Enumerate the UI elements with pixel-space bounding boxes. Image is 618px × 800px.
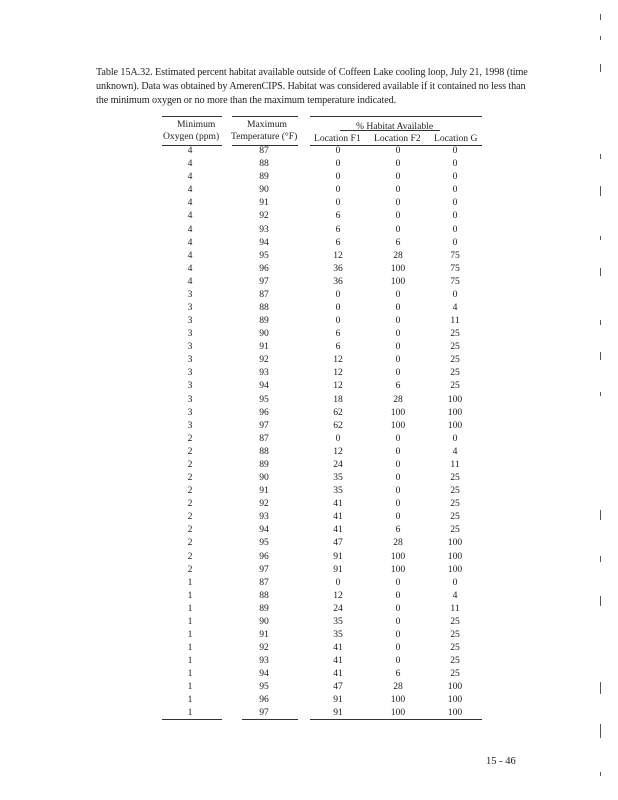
cell-location-f1: 36 bbox=[333, 262, 343, 274]
cell-min-oxygen: 3 bbox=[187, 315, 193, 326]
cell-max-temp: 88 bbox=[259, 445, 269, 457]
scan-edge-mark bbox=[600, 236, 601, 240]
cell-max-temp: 94 bbox=[259, 380, 269, 392]
cell-location-f2: 0 bbox=[395, 472, 401, 483]
cell-max-temp: 97 bbox=[259, 707, 269, 719]
table-bottom-rule-right bbox=[310, 719, 482, 720]
cell-location-g: 25 bbox=[450, 328, 460, 340]
cell-max-temp: 93 bbox=[259, 511, 269, 523]
scan-edge-mark bbox=[600, 724, 601, 738]
table-bottom-rule-left bbox=[162, 719, 222, 720]
cell-location-f2: 0 bbox=[395, 145, 401, 156]
cell-location-f1: 35 bbox=[333, 485, 343, 497]
cell-location-g: 25 bbox=[450, 354, 460, 366]
cell-location-f1: 6 bbox=[335, 328, 341, 340]
cell-location-f2: 0 bbox=[395, 171, 401, 183]
cell-location-f2: 0 bbox=[395, 328, 401, 340]
cell-location-g: 11 bbox=[450, 602, 460, 614]
header-top-rule-right bbox=[310, 116, 482, 117]
cell-location-f1: 12 bbox=[333, 249, 343, 261]
cell-location-f2: 28 bbox=[393, 681, 403, 693]
cell-max-temp: 89 bbox=[259, 171, 269, 183]
cell-location-f2: 0 bbox=[395, 341, 401, 353]
cell-min-oxygen: 3 bbox=[187, 302, 193, 313]
cell-location-g: 0 bbox=[452, 158, 458, 170]
cell-location-f2: 6 bbox=[395, 236, 401, 248]
cell-location-f1: 47 bbox=[333, 681, 343, 693]
cell-min-oxygen: 3 bbox=[187, 419, 193, 431]
cell-location-g: 100 bbox=[447, 681, 463, 693]
cell-min-oxygen: 3 bbox=[187, 341, 193, 353]
cell-location-f2: 100 bbox=[390, 694, 406, 706]
cell-min-oxygen: 4 bbox=[187, 262, 193, 274]
cell-max-temp: 97 bbox=[259, 275, 269, 287]
cell-location-f2: 0 bbox=[395, 445, 401, 457]
cell-min-oxygen: 3 bbox=[187, 393, 193, 405]
cell-max-temp: 89 bbox=[259, 458, 269, 470]
cell-location-g: 100 bbox=[447, 419, 463, 431]
cell-max-temp: 88 bbox=[259, 302, 269, 313]
cell-location-g: 4 bbox=[452, 589, 458, 601]
cell-location-f1: 0 bbox=[335, 288, 341, 300]
cell-max-temp: 91 bbox=[259, 629, 269, 640]
cell-max-temp: 91 bbox=[259, 485, 269, 497]
cell-location-f1: 62 bbox=[333, 419, 343, 431]
scan-edge-mark bbox=[600, 154, 601, 159]
cell-location-f2: 100 bbox=[390, 262, 406, 274]
cell-location-f2: 100 bbox=[390, 406, 406, 418]
cell-location-f2: 0 bbox=[395, 367, 401, 379]
cell-max-temp: 89 bbox=[259, 315, 269, 326]
cell-location-f1: 6 bbox=[335, 236, 341, 248]
header-location-g: Location G bbox=[434, 133, 478, 144]
cell-location-f1: 91 bbox=[333, 707, 343, 719]
cell-max-temp: 88 bbox=[259, 158, 269, 170]
cell-location-g: 100 bbox=[447, 537, 463, 549]
cell-max-temp: 87 bbox=[259, 145, 269, 156]
scan-edge-mark bbox=[600, 596, 601, 606]
page-number: 15 - 46 bbox=[486, 756, 516, 767]
cell-min-oxygen: 2 bbox=[187, 563, 193, 575]
cell-location-f2: 0 bbox=[395, 498, 401, 510]
cell-min-oxygen: 4 bbox=[187, 223, 193, 235]
cell-location-f1: 0 bbox=[335, 197, 341, 209]
cell-location-g: 25 bbox=[450, 341, 460, 353]
cell-min-oxygen: 3 bbox=[187, 354, 193, 366]
cell-location-f2: 0 bbox=[395, 158, 401, 170]
cell-location-f2: 6 bbox=[395, 524, 401, 536]
cell-location-f2: 0 bbox=[395, 629, 401, 640]
scan-edge-mark bbox=[600, 36, 601, 40]
cell-location-g: 25 bbox=[450, 524, 460, 536]
cell-max-temp: 90 bbox=[259, 184, 269, 196]
cell-location-f1: 41 bbox=[333, 668, 343, 680]
cell-location-f1: 91 bbox=[333, 694, 343, 706]
cell-location-g: 100 bbox=[447, 707, 463, 719]
header-top-rule-mid bbox=[232, 116, 298, 117]
cell-location-f2: 0 bbox=[395, 602, 401, 614]
cell-location-f2: 0 bbox=[395, 615, 401, 627]
cell-max-temp: 93 bbox=[259, 223, 269, 235]
cell-location-g: 100 bbox=[447, 694, 463, 706]
cell-min-oxygen: 2 bbox=[187, 511, 193, 523]
cell-min-oxygen: 1 bbox=[187, 615, 193, 627]
cell-location-f2: 0 bbox=[395, 485, 401, 497]
cell-location-f1: 12 bbox=[333, 445, 343, 457]
cell-location-f2: 0 bbox=[395, 589, 401, 601]
cell-location-g: 0 bbox=[452, 236, 458, 248]
cell-location-f1: 41 bbox=[333, 524, 343, 536]
cell-location-f2: 28 bbox=[393, 249, 403, 261]
cell-location-f2: 0 bbox=[395, 511, 401, 523]
cell-max-temp: 90 bbox=[259, 328, 269, 340]
cell-location-f2: 0 bbox=[395, 197, 401, 209]
cell-max-temp: 91 bbox=[259, 341, 269, 353]
cell-location-f1: 24 bbox=[333, 458, 343, 470]
header-max-temp-line1: Maximum bbox=[247, 119, 287, 130]
cell-max-temp: 92 bbox=[259, 498, 269, 510]
cell-location-f2: 0 bbox=[395, 576, 401, 588]
cell-location-f1: 35 bbox=[333, 629, 343, 640]
cell-max-temp: 95 bbox=[259, 681, 269, 693]
cell-location-g: 0 bbox=[452, 223, 458, 235]
cell-location-f1: 12 bbox=[333, 380, 343, 392]
scan-edge-mark bbox=[600, 392, 601, 396]
cell-location-g: 4 bbox=[452, 445, 458, 457]
cell-location-f1: 0 bbox=[335, 302, 341, 313]
cell-min-oxygen: 2 bbox=[187, 472, 193, 483]
cell-max-temp: 89 bbox=[259, 602, 269, 614]
cell-max-temp: 93 bbox=[259, 655, 269, 667]
cell-location-f1: 41 bbox=[333, 642, 343, 653]
cell-max-temp: 92 bbox=[259, 642, 269, 653]
cell-location-f1: 62 bbox=[333, 406, 343, 418]
cell-min-oxygen: 2 bbox=[187, 537, 193, 549]
cell-min-oxygen: 4 bbox=[187, 210, 193, 222]
cell-location-f2: 0 bbox=[395, 223, 401, 235]
cell-location-g: 0 bbox=[452, 171, 458, 183]
scan-edge-mark bbox=[600, 186, 601, 196]
cell-min-oxygen: 2 bbox=[187, 458, 193, 470]
cell-location-f1: 0 bbox=[335, 576, 341, 588]
cell-location-f1: 41 bbox=[333, 511, 343, 523]
cell-location-f1: 12 bbox=[333, 589, 343, 601]
cell-min-oxygen: 1 bbox=[187, 576, 193, 588]
cell-location-g: 75 bbox=[450, 249, 460, 261]
cell-location-g: 25 bbox=[450, 472, 460, 483]
cell-location-f2: 6 bbox=[395, 380, 401, 392]
cell-min-oxygen: 1 bbox=[187, 694, 193, 706]
table-caption: Table 15A.32. Estimated percent habitat available outside of Coffeen Lake cooling loop, July 21, 1998 (time unknown). Data was obtained by AmerenCIPS. Habitat was considered available if it contained no less than the minimum oxygen or no more than the maximum temperature indicated. bbox=[96, 67, 528, 107]
cell-location-f1: 41 bbox=[333, 498, 343, 510]
cell-location-f2: 0 bbox=[395, 184, 401, 196]
cell-min-oxygen: 4 bbox=[187, 275, 193, 287]
cell-min-oxygen: 1 bbox=[187, 668, 193, 680]
scan-edge-mark bbox=[600, 556, 601, 562]
cell-min-oxygen: 2 bbox=[187, 498, 193, 510]
header-min-oxygen-line2: Oxygen (ppm) bbox=[163, 131, 220, 142]
header-max-temp-line2: Temperature (°F) bbox=[231, 131, 298, 142]
cell-location-f1: 91 bbox=[333, 563, 343, 575]
cell-max-temp: 87 bbox=[259, 288, 269, 300]
cell-min-oxygen: 2 bbox=[187, 485, 193, 497]
table-bottom-rule-mid bbox=[242, 719, 298, 720]
cell-location-f2: 100 bbox=[390, 563, 406, 575]
scan-edge-mark bbox=[600, 320, 601, 325]
cell-max-temp: 94 bbox=[259, 236, 269, 248]
header-location-f2: Location F2 bbox=[374, 133, 421, 144]
cell-location-g: 100 bbox=[447, 563, 463, 575]
cell-location-g: 75 bbox=[450, 275, 460, 287]
cell-max-temp: 96 bbox=[259, 262, 269, 274]
cell-location-f1: 6 bbox=[335, 210, 341, 222]
cell-max-temp: 95 bbox=[259, 249, 269, 261]
cell-location-f1: 91 bbox=[333, 550, 343, 562]
cell-location-f1: 41 bbox=[333, 655, 343, 667]
cell-location-f2: 0 bbox=[395, 458, 401, 470]
cell-min-oxygen: 1 bbox=[187, 589, 193, 601]
cell-location-f2: 0 bbox=[395, 354, 401, 366]
cell-min-oxygen: 2 bbox=[187, 445, 193, 457]
scan-edge-mark bbox=[600, 64, 601, 72]
cell-max-temp: 90 bbox=[259, 615, 269, 627]
cell-min-oxygen: 1 bbox=[187, 602, 193, 614]
cell-location-g: 0 bbox=[452, 197, 458, 209]
header-min-oxygen-line1: Minimum bbox=[177, 119, 216, 130]
cell-min-oxygen: 1 bbox=[187, 681, 193, 693]
cell-location-f2: 0 bbox=[395, 655, 401, 667]
cell-max-temp: 95 bbox=[259, 393, 269, 405]
scan-edge-mark bbox=[600, 352, 601, 360]
cell-location-f1: 0 bbox=[335, 432, 341, 444]
cell-location-g: 11 bbox=[450, 315, 460, 326]
cell-min-oxygen: 3 bbox=[187, 406, 193, 418]
cell-location-f1: 12 bbox=[333, 354, 343, 366]
cell-max-temp: 87 bbox=[259, 432, 269, 444]
cell-location-f1: 24 bbox=[333, 602, 343, 614]
scan-edge-mark bbox=[600, 268, 601, 276]
cell-location-g: 11 bbox=[450, 458, 460, 470]
cell-location-f2: 100 bbox=[390, 275, 406, 287]
cell-location-g: 0 bbox=[452, 288, 458, 300]
cell-location-g: 25 bbox=[450, 485, 460, 497]
cell-location-g: 25 bbox=[450, 367, 460, 379]
cell-min-oxygen: 1 bbox=[187, 629, 193, 640]
cell-location-g: 25 bbox=[450, 498, 460, 510]
scan-edge-mark bbox=[600, 682, 601, 694]
cell-min-oxygen: 4 bbox=[187, 158, 193, 170]
cell-location-g: 4 bbox=[452, 302, 458, 313]
cell-min-oxygen: 4 bbox=[187, 197, 193, 209]
cell-max-temp: 93 bbox=[259, 367, 269, 379]
cell-location-f1: 36 bbox=[333, 275, 343, 287]
cell-max-temp: 96 bbox=[259, 406, 269, 418]
cell-location-g: 0 bbox=[452, 432, 458, 444]
cell-location-g: 75 bbox=[450, 262, 460, 274]
cell-location-f2: 0 bbox=[395, 432, 401, 444]
cell-location-f1: 0 bbox=[335, 184, 341, 196]
cell-location-f2: 6 bbox=[395, 668, 401, 680]
cell-location-f2: 28 bbox=[393, 537, 403, 549]
cell-location-g: 0 bbox=[452, 145, 458, 156]
scan-edge-mark bbox=[600, 510, 601, 520]
cell-min-oxygen: 4 bbox=[187, 236, 193, 248]
cell-min-oxygen: 4 bbox=[187, 171, 193, 183]
header-top-rule-left bbox=[162, 116, 222, 117]
cell-location-f1: 0 bbox=[335, 158, 341, 170]
cell-location-f2: 28 bbox=[393, 393, 403, 405]
cell-location-f1: 0 bbox=[335, 171, 341, 183]
cell-max-temp: 97 bbox=[259, 563, 269, 575]
habitat-group-underline bbox=[340, 130, 440, 131]
cell-location-f1: 35 bbox=[333, 472, 343, 483]
cell-max-temp: 96 bbox=[259, 694, 269, 706]
cell-max-temp: 94 bbox=[259, 668, 269, 680]
cell-location-g: 25 bbox=[450, 629, 460, 640]
cell-min-oxygen: 1 bbox=[187, 707, 193, 719]
cell-location-f2: 0 bbox=[395, 302, 401, 313]
cell-location-g: 25 bbox=[450, 668, 460, 680]
cell-min-oxygen: 3 bbox=[187, 367, 193, 379]
cell-location-f2: 100 bbox=[390, 419, 406, 431]
cell-max-temp: 97 bbox=[259, 419, 269, 431]
cell-location-f2: 0 bbox=[395, 315, 401, 326]
cell-max-temp: 87 bbox=[259, 576, 269, 588]
scan-edge-mark bbox=[600, 14, 601, 20]
cell-max-temp: 88 bbox=[259, 589, 269, 601]
cell-max-temp: 92 bbox=[259, 354, 269, 366]
scan-edge-mark bbox=[600, 772, 601, 776]
cell-max-temp: 96 bbox=[259, 550, 269, 562]
cell-location-f2: 0 bbox=[395, 210, 401, 222]
cell-min-oxygen: 2 bbox=[187, 550, 193, 562]
cell-max-temp: 92 bbox=[259, 210, 269, 222]
cell-min-oxygen: 1 bbox=[187, 642, 193, 653]
cell-location-f1: 18 bbox=[333, 393, 343, 405]
cell-location-f1: 0 bbox=[335, 315, 341, 326]
cell-location-f2: 100 bbox=[390, 707, 406, 719]
cell-location-f1: 35 bbox=[333, 615, 343, 627]
cell-location-g: 100 bbox=[447, 550, 463, 562]
cell-location-g: 25 bbox=[450, 642, 460, 653]
cell-max-temp: 91 bbox=[259, 197, 269, 209]
cell-location-g: 25 bbox=[450, 511, 460, 523]
cell-location-f1: 12 bbox=[333, 367, 343, 379]
cell-location-g: 25 bbox=[450, 655, 460, 667]
cell-max-temp: 90 bbox=[259, 472, 269, 483]
cell-min-oxygen: 3 bbox=[187, 328, 193, 340]
cell-min-oxygen: 2 bbox=[187, 432, 193, 444]
cell-location-g: 25 bbox=[450, 380, 460, 392]
cell-location-g: 25 bbox=[450, 615, 460, 627]
cell-location-g: 0 bbox=[452, 576, 458, 588]
cell-min-oxygen: 4 bbox=[187, 249, 193, 261]
cell-location-f1: 6 bbox=[335, 341, 341, 353]
cell-location-g: 0 bbox=[452, 184, 458, 196]
header-habitat-available: % Habitat Available bbox=[356, 121, 434, 132]
cell-location-g: 100 bbox=[447, 393, 463, 405]
cell-min-oxygen: 3 bbox=[187, 288, 193, 300]
cell-max-temp: 95 bbox=[259, 537, 269, 549]
cell-max-temp: 94 bbox=[259, 524, 269, 536]
cell-min-oxygen: 4 bbox=[187, 145, 193, 156]
cell-location-f2: 0 bbox=[395, 642, 401, 653]
cell-location-f2: 0 bbox=[395, 288, 401, 300]
cell-location-f2: 100 bbox=[390, 550, 406, 562]
cell-location-g: 100 bbox=[447, 406, 463, 418]
cell-min-oxygen: 3 bbox=[187, 380, 193, 392]
cell-min-oxygen: 2 bbox=[187, 524, 193, 536]
cell-location-f1: 6 bbox=[335, 223, 341, 235]
cell-min-oxygen: 4 bbox=[187, 184, 193, 196]
cell-location-g: 0 bbox=[452, 210, 458, 222]
cell-location-f1: 0 bbox=[335, 145, 341, 156]
header-location-f1: Location F1 bbox=[314, 133, 361, 144]
cell-location-f1: 47 bbox=[333, 537, 343, 549]
cell-min-oxygen: 1 bbox=[187, 655, 193, 667]
